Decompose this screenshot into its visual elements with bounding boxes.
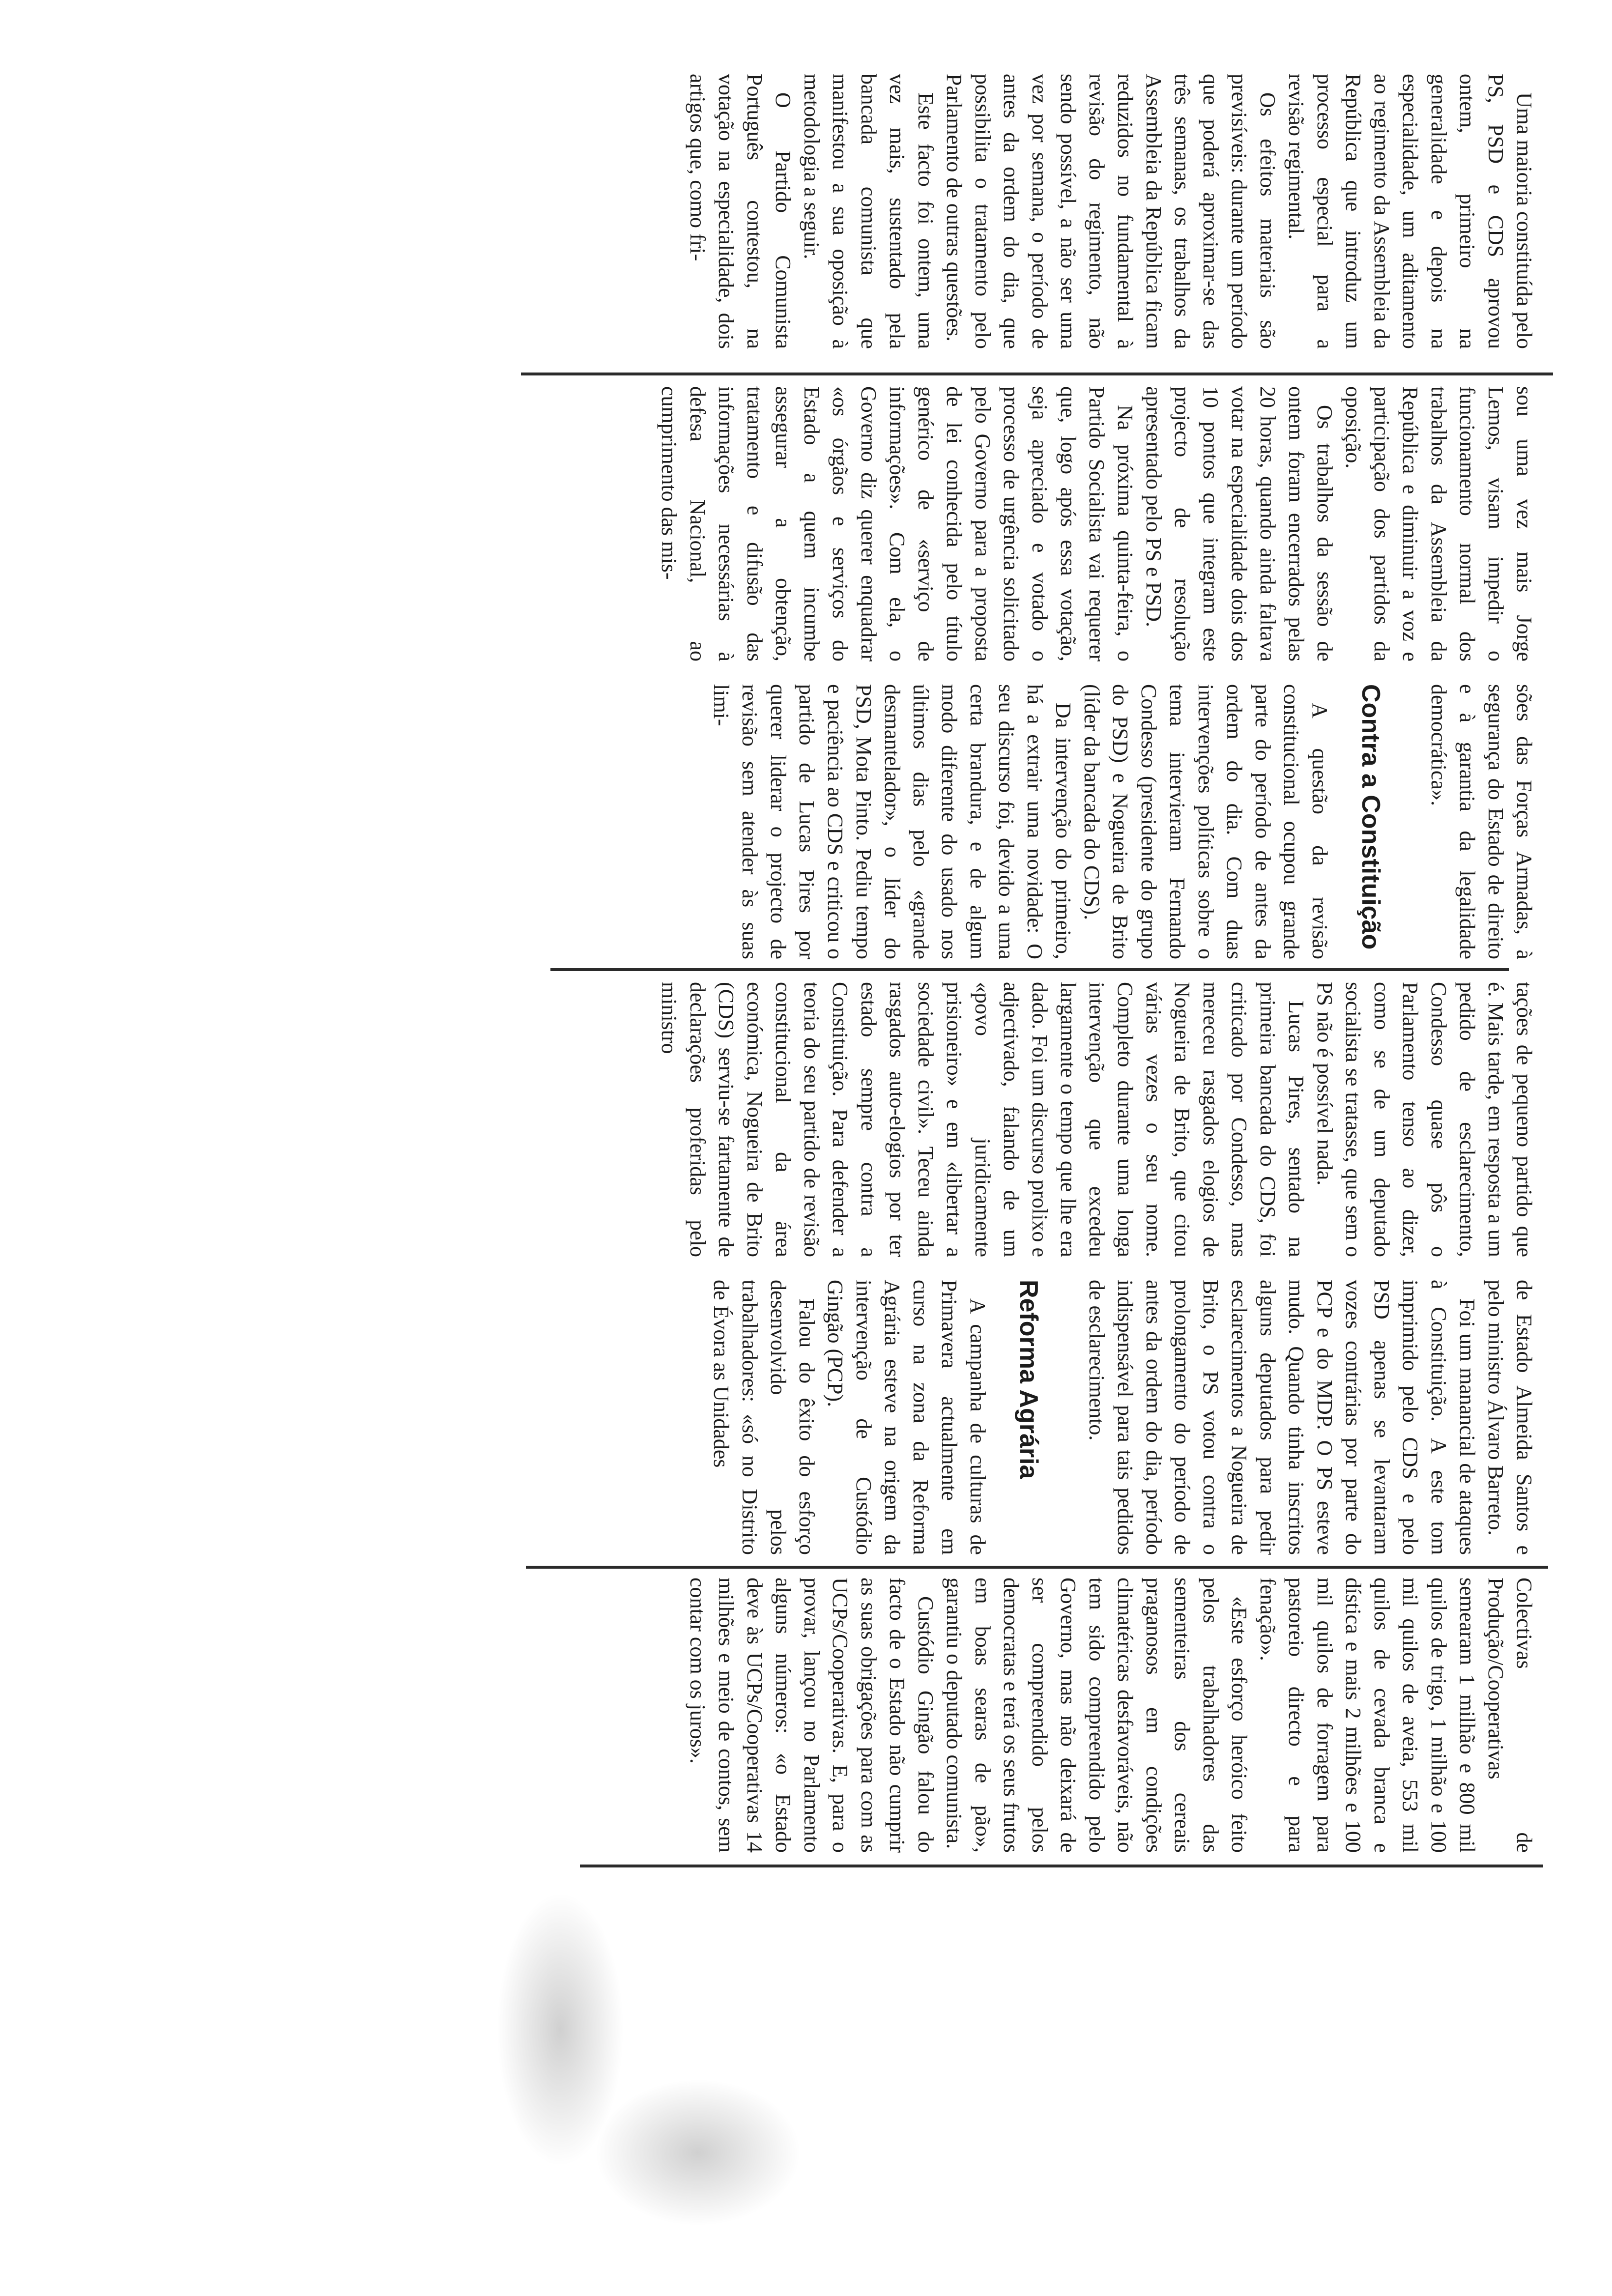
paragraph: sou uma vez mais Jorge Lemos, visam impedir o funcionamento normal dos trabalhos da Assembleia da República e diminuir a voz e participação dos partidos da oposição.: [1341, 386, 1536, 661]
paragraph: Colectivas de Produção/Cooperativas semearam 1 milhão e 800 mil quilos de trigo, 1 milhão e 100 mil quilos de aveia, 553 mil quilos de cevada branca e dística e mais 2 milhões e 100 mil quilos de forragem para pastoreio directo e para fenação».: [1256, 1578, 1536, 1853]
paragraph: tações de pequeno partido que é. Mais tarde, em resposta a um pedido de esclarecimento, Condesso quase pôs o Parlamento tenso ao dizer, como se de um deputado socialista se tratasse, que sem o PS não é possível nada.: [1313, 982, 1536, 1257]
paragraph: Foi um manancial de ataques à Constituição. A este tom imprimido pelo CDS e pelo PSD apenas se levantaram vozes contrárias por parte do PCP e do MDP. O PS esteve mudo. Quando tinha inscritos alguns deputados para pedir esclarecimentos a Nogueira de Brito, o PS votou contra o prolongamento do período de antes da ordem do dia, período indispensável para tais pedidos de esclarecimento.: [1085, 1280, 1479, 1555]
paragraph: A campanha de culturas de Primavera actualmente em curso na zona da Reforma Agrária esteve na origem da intervenção de Custódio Gingão (PCP).: [823, 1280, 990, 1555]
subheading-reforma-agraria: Reforma Agrária: [1014, 1280, 1043, 1479]
column-rule: [526, 1566, 1548, 1569]
newspaper-clipping: [531, 74, 1538, 2275]
column-rule: [550, 968, 1509, 971]
paragraph: de Estado Almeida Santos e pelo ministro Álvaro Barreto.: [1484, 1280, 1536, 1555]
paragraph: Custódio Gingão falou do facto de o Estado não cumprir as suas obrigações para com as UCPs/Cooperativas. E, para o provar, lançou no Parlamento alguns números: «o Estado deve às UCPs/Cooperativas 14 milhões e meio de contos, sem contar com os juros».: [686, 1578, 938, 1853]
paragraph: sões das Forças Armadas, à segurança do Estado de direito e à garantia da legalidade democrática».: [1427, 684, 1536, 959]
paragraph: Na próxima quinta-feira, o Partido Socialista vai requerer que, logo após essa votação, seja apreciado e votado o processo de urgência solicitado pelo Governo para a proposta de lei conhecida pelo título genérico de «serviço de informações». Com ela, o Governo diz querer enquadrar «os órgãos e serviços do Estado a quem incumbe assegurar a obtenção, tratamento e difusão das informações necessárias à defesa Nacional, ao cumprimento das mis-: [657, 386, 1137, 661]
paragraph: «Este esforço heróico feito pelos trabalhadores das sementeiras dos cereais praganosos em condições climatéricas desfavoráveis, não tem sido compreendido pelo Governo, mas não deixará de ser compreendido pelos democratas e terá os seus frutos em boas searas de pão», garantiu o deputado comunista.: [942, 1578, 1251, 1853]
paragraph: Da intervenção do primeiro, há a extrair uma novidade: O seu discurso foi, devido a uma certa brandura, e de algum modo diferente do usado nos últimos dias pelo «grande desmantelador», o líder do PSD, Mota Pinto. Pediu tempo e paciência ao CDS e criticou o partido de Lucas Pires por querer liderar o projecto de revisão sem atender às suas limi-: [709, 684, 1075, 959]
article-column-4: [531, 982, 1538, 1257]
paragraph: Lucas Pires, sentado na primeira bancada do CDS, foi criticado por Condesso, mas mereceu rasgados elogios de Nogueira de Brito, que citou várias vezes o seu nome. Completo durante uma longa intervenção que excedeu largamente o tempo que lhe era dado. Foi um discurso prolixo e adjectivado, falando de um «povo juridicamente prisioneiro» e em «libertar a sociedade civil». Teceu ainda rasgados auto-elogios por ter estado sempre contra a Constituição. Para defender a teoria do seu partido de revisão constitucional da área económica, Nogueira de Brito (CDS) serviu-se fartamente de declarações proferidas pelo ministro: [657, 982, 1308, 1257]
paragraph: Este facto foi ontem, uma vez mais, sustentado pela bancada comunista que manifestou a sua oposição à metodologia a seguir.: [800, 74, 938, 349]
article-column-1: [531, 74, 1538, 349]
paragraph: A questão da revisão constitucional ocupou grande parte do período de antes da ordem do dia. Com duas intervenções políticas sobre o tema intervieram Fernando Condesso (presidente do grupo do PSD) e Nogueira de Brito (líder da bancada do CDS).: [1080, 684, 1332, 959]
paragraph: Os efeitos materiais são previsíveis: durante um período que poderá aproximar-se das três semanas, os trabalhos da Assembleia da República ficam reduzidos no fundamental à revisão do regimento, não sendo possível, a não ser uma vez por semana, o período de antes da ordem do dia, que possibilita o tratamento pelo Parlamento de outras questões.: [942, 74, 1280, 349]
subheading-contra-a-constituicao: Contra a Constituição: [1356, 684, 1385, 950]
scan-noise: [595, 2079, 801, 2226]
paragraph: O Partido Comunista Português contestou, na votação na especialidade, dois artigos que, como fri-: [686, 74, 795, 349]
article-column-3: [531, 684, 1538, 959]
paragraph: Os trabalhos da sessão de ontem foram encerrados pelas 20 horas, quando ainda faltava votar na especialidade dois dos 10 pontos que integram este projecto de resolução apresentado pelo PS e PSD.: [1142, 386, 1337, 661]
article-column-5: [531, 1280, 1538, 1555]
paragraph: Falou do êxito do esforço desenvolvido pelos trabalhadores: «só no Distrito de Évora as Unidades: [709, 1280, 819, 1555]
column-rule: [580, 1865, 1543, 1867]
column-rule: [521, 373, 1553, 375]
article-column-6: [531, 1578, 1538, 1853]
article-column-2: [531, 386, 1538, 661]
paragraph: Uma maioria constituída pelo PS, PSD e CDS aprovou ontem, primeiro na generalidade e depois na especialidade, um aditamento ao regimento da Assembleia da República que introduz um processo especial para a revisão regimental.: [1284, 74, 1536, 349]
